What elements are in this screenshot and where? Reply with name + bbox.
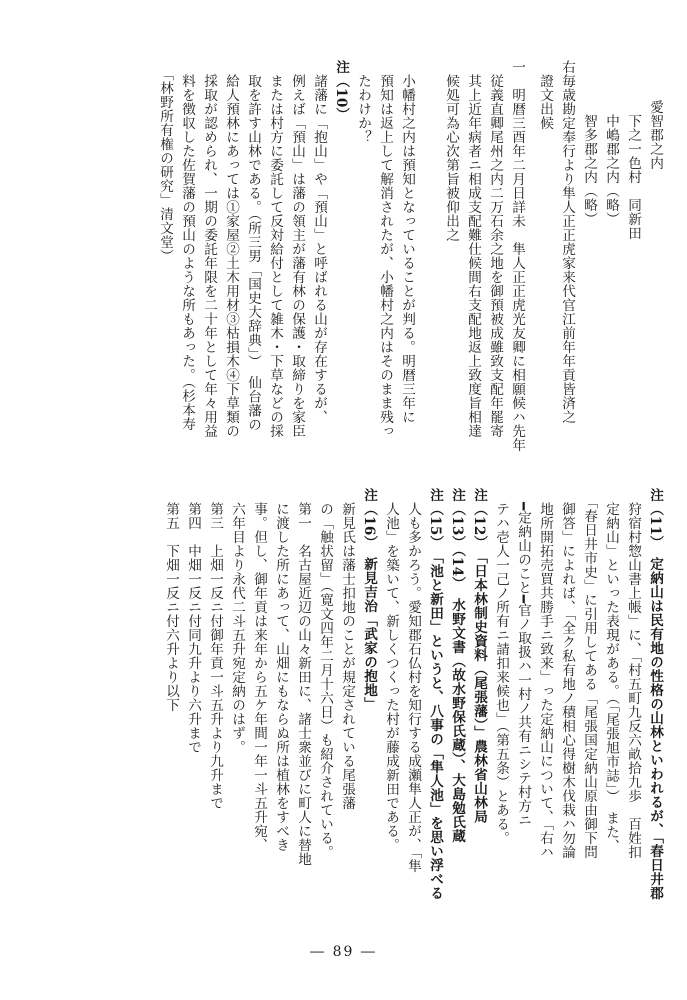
note-16-line-8: 第三 上畑一反ニ付御年貢一斗五升より九升まで — [207, 488, 223, 810]
doc-line-5: 右毎歳勘定奉行より隼人正正虎家来代官江前年年貢皆済之 — [559, 60, 575, 424]
note-10-line-6: 採取が認められ、一期の委託年限を二十年として年々用益 — [201, 60, 217, 438]
note-15-line-3: 人池」を築いて、新しくつくった村が藤成新田である。 — [383, 488, 399, 852]
doc-line-10: 候処可為心次第旨被仰出之 — [443, 60, 459, 242]
page-number: ― 89 ― — [310, 944, 377, 960]
note-16-line-1: 注（16） 新見吉治「武家の抱地」 — [361, 488, 377, 711]
note-11-line-2: 狩宿村惣山書上帳」に、「村五町九反六畝拾九歩 百姓扣 — [625, 488, 641, 860]
note-10-line-2: 例えば「預山」は藩の領主が藩有林の保護・取締りを家臣 — [289, 60, 305, 438]
note-16-line-5: に渡した所にあって、山畑にもならぬ所は植林をすべき — [273, 488, 289, 852]
note-11-line-1: 注（11） 定納山は民有地の性格の山林といわれるが、「春日井郡 — [647, 488, 663, 901]
note-16-line-2: 新見氏は藩士扣地のことが規定されている尾張藩 — [339, 488, 355, 810]
doc-line-7: 一 明暦三酉年二月日詳未 隼人正正虎光友卿に相願候ハ先年 — [509, 60, 525, 452]
doc-line-9: 其上近年病者ニ相成支配難仕候間右支配地返上致度旨相達 — [465, 60, 481, 438]
note-11-line-5: 御答」によれば、「全ク私有地ノ積相心得樹木伐栽ハ勿論 — [559, 488, 575, 860]
note-15-line-2: 人も多かろう。愛知郡石仏村を知行する成瀬隼人正が、「隼 — [405, 488, 421, 874]
note-11-line-6: 地所開拓売買共勝手ニ致来」った定納山について、「右ハ — [537, 488, 553, 860]
note-15-line-1: 注（15） 「池と新田」というと、八事の「隼人池」を思い浮べる — [427, 488, 443, 901]
note-11-line-8: テハ壱人一己ノ所有ニ請扣来候也」（第五条）とある。 — [493, 488, 509, 846]
doc-line-1: 愛智郡之内 — [647, 86, 663, 170]
note-16-line-6: 事。但し、御年貢は来年から五ケ年間一年一斗五升宛、 — [251, 488, 267, 852]
note-16-line-7: 六年目より永代二斗五升宛定納のはず。 — [229, 488, 245, 754]
note-16-line-3: の「触状留」（寛文四年二月十六日）も紹介されている。 — [317, 488, 333, 860]
doc-line-3: 中嶋郡之内（略） — [603, 86, 619, 226]
note-10-line-8: 「林野所有権の研究」清文堂） — [157, 60, 173, 264]
doc-line-4: 智多郡之内（略） — [581, 86, 597, 226]
doc-line-2: 下之一色村 同新田 — [625, 86, 641, 240]
note-11-line-4: 「春日井市史」に引用してある「尾張国定納山原由御下問 — [581, 488, 597, 860]
note-13-14: 注（13）（14） 水野文書（故水野保氏蔵）、大島勉氏蔵 — [449, 488, 465, 844]
doc-line-8: 従義直卿尾州之内二万石余之地を御預被成雖致支配年罷寄 — [487, 60, 503, 438]
note-10-line-3: または村方に委託して反対給付として雑木・下草などの採 — [267, 60, 283, 438]
doc-line-12: 小幡村之内は預知となっていることが判る。明暦三年に — [399, 60, 415, 424]
note-10-line-1: 諸藩に「抱山」や「預山」と呼ばれる山が存在するが、 — [311, 60, 327, 424]
doc-line-6: 證文出候 — [537, 60, 553, 130]
note-10-line-4: 取を許す山林である。（所三男「国史大辞典」） 仙台藩の — [245, 60, 261, 432]
note-10-head: 注（10） — [333, 60, 349, 129]
note-16-line-4: 第一 名古屋近辺の山々新田に、諸士衆並びに町人に替地 — [295, 488, 311, 866]
doc-line-13: 預知は返上して解消されたが、小幡村之内はそのまま残っ — [377, 60, 393, 438]
doc-line-14: たわけか？ — [355, 60, 371, 144]
note-11-line-7: ━定納山のこと━官ノ取扱ハ一村ノ共有ニシテ村方ニ — [515, 488, 531, 828]
note-16-line-9: 第四 中畑一反ニ付同九升より六升まで — [185, 488, 201, 754]
note-12: 注（12） 「日本林制史資料（尾張藩）」農林省山林局 — [471, 488, 487, 824]
note-10-line-7: 料を徴収した佐賀藩の預山のような所もあった。（杉本寿 — [179, 60, 195, 432]
note-16-line-10: 第五 下畑一反ニ付六升より以下 — [163, 488, 179, 712]
note-11-line-3: 定納山」といった表現がある。（「尾張旭市誌」） また、 — [603, 488, 619, 853]
note-10-line-5: 給人預林にあっては①家屋②土木用材③枯損木④下草類の — [223, 60, 239, 438]
